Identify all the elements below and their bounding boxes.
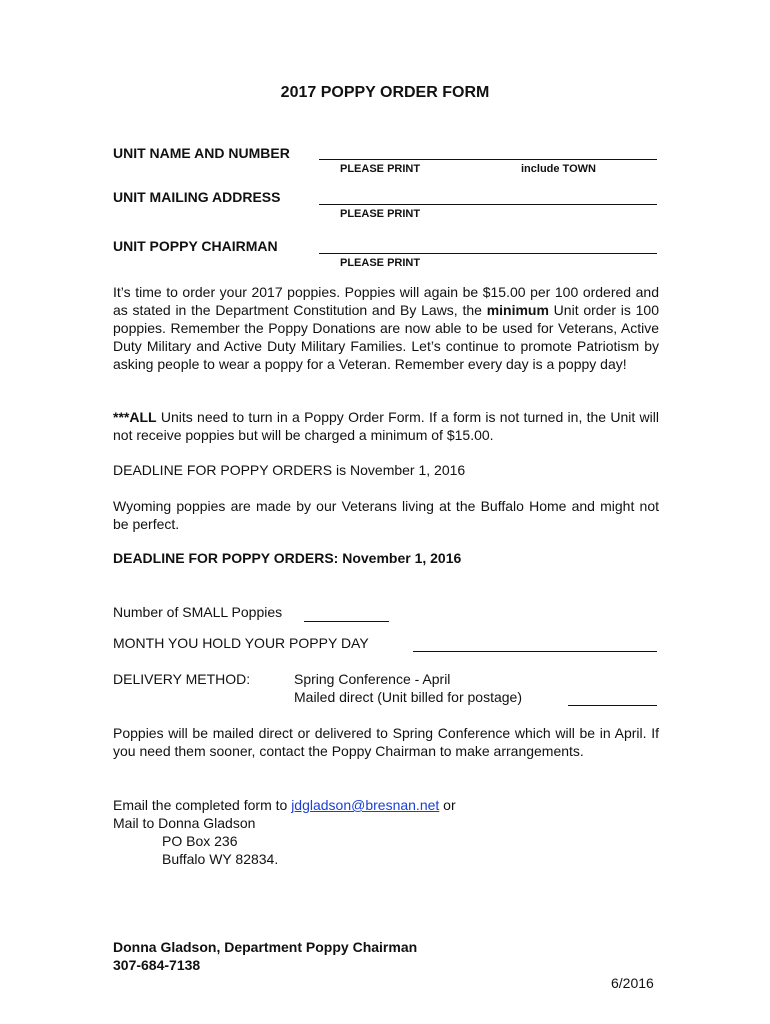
email-line <box>113 796 456 814</box>
unit-name-hint-print: PLEASE PRINT <box>340 163 421 175</box>
mail-to-line: Mail to Donna Gladson <box>113 815 256 831</box>
unit-address-label: UNIT MAILING ADDRESS <box>113 189 281 205</box>
city-line: Buffalo WY 82834. <box>162 851 279 867</box>
document-date: 6/2016 <box>611 975 654 991</box>
notice-paragraph <box>113 408 659 444</box>
notice-text: Units need to turn in a Poppy Order Form. If a form is not turned in, the Unit will not receive poppies but will be charged a minimum of $15.00. <box>113 409 659 443</box>
unit-address-field[interactable] <box>319 204 657 205</box>
unit-chairman-label: UNIT POPPY CHAIRMAN <box>113 238 278 254</box>
poppy-day-label: MONTH YOU HOLD YOUR POPPY DAY <box>113 635 369 651</box>
contact-block <box>113 796 456 868</box>
deadline-plain: DEADLINE FOR POPPY ORDERS is November 1, 2016 <box>113 462 466 478</box>
po-box-line: PO Box 236 <box>162 833 238 849</box>
delivery-option-conference: Spring Conference - April <box>294 671 451 687</box>
intro-paragraph <box>113 283 659 373</box>
page-title: 2017 POPPY ORDER FORM <box>280 84 490 101</box>
delivery-label: DELIVERY METHOD: <box>113 671 251 687</box>
unit-address-hint-print: PLEASE PRINT <box>340 208 421 220</box>
intro-minimum: minimum <box>486 302 549 318</box>
unit-chairman-hint-print: PLEASE PRINT <box>340 257 421 269</box>
poppy-day-input[interactable] <box>413 651 657 652</box>
signature-name: Donna Gladson, Department Poppy Chairman <box>113 939 418 955</box>
delivery-mailed-input[interactable] <box>568 705 657 706</box>
unit-name-field[interactable] <box>319 159 657 160</box>
delivery-option-mailed: Mailed direct (Unit billed for postage) <box>294 689 522 705</box>
email-link[interactable]: jdgladson@bresnan.net <box>291 797 440 813</box>
email-prefix: Email the completed form to <box>113 797 292 813</box>
intro-text-2: Unit order is 100 poppies. Remember the Poppy Donations are now able to be used for Veterans, Active Duty Military and Active Duty Military Families. Let’s continue to promote Patriotism by asking people to wear a poppy for a Veteran. Remember every day is a poppy day! <box>113 302 660 372</box>
notice-all: ***ALL <box>113 409 157 425</box>
unit-chairman-field[interactable] <box>319 253 657 254</box>
signature-phone: 307-684-7138 <box>113 957 201 973</box>
deadline-bold: DEADLINE FOR POPPY ORDERS: November 1, 2016 <box>113 550 462 566</box>
unit-name-hint-town: include TOWN <box>521 163 596 175</box>
wyoming-note: Wyoming poppies are made by our Veterans living at the Buffalo Home and might not be perfect. <box>113 498 659 532</box>
mailing-note: Poppies will be mailed direct or delivered to Spring Conference which will be in April. If you need them sooner, contact the Poppy Chairman to make arrangements. <box>113 725 659 759</box>
intro-text-1: It’s time to order your 2017 poppies. Poppies will again be $15.00 per 100 ordered and as stated in the Department Constitution and By Laws, the <box>113 284 659 318</box>
small-poppies-label: Number of SMALL Poppies <box>113 604 283 620</box>
email-suffix: or <box>439 797 456 813</box>
unit-name-label: UNIT NAME AND NUMBER <box>113 145 290 161</box>
small-poppies-input[interactable] <box>304 621 389 622</box>
